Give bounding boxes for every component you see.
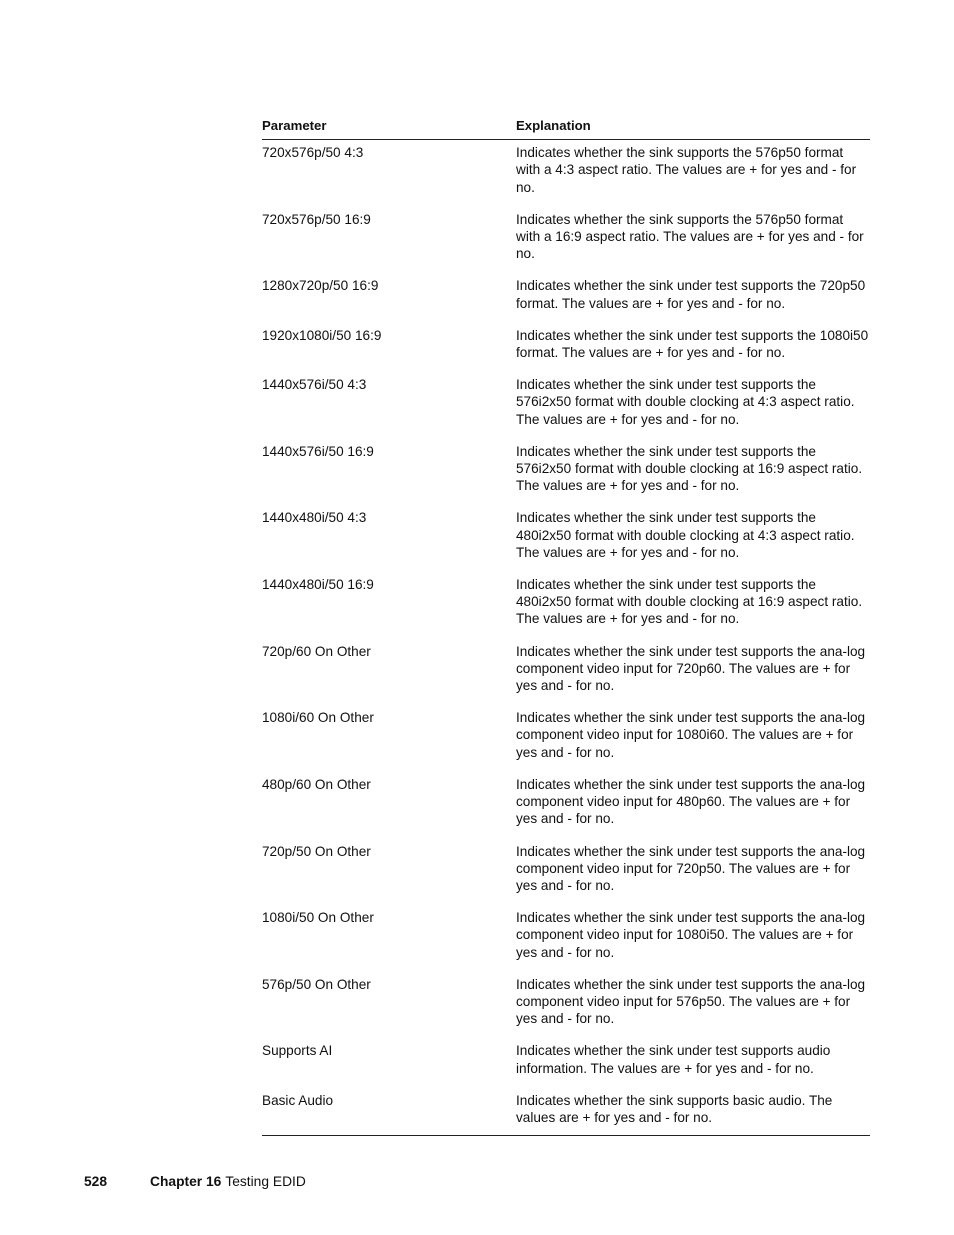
explanation-cell: Indicates whether the sink supports basic audio. The values are + for yes and - for no. — [516, 1087, 870, 1136]
parameter-cell: 720p/50 On Other — [262, 843, 371, 859]
table-row — [262, 140, 870, 206]
parameter-cell: Supports AI — [262, 1043, 333, 1059]
page-number: 528 — [84, 1174, 108, 1189]
explanation-column-header: Explanation — [516, 115, 870, 140]
parameter-cell: 1280x720p/50 16:9 — [262, 278, 379, 294]
explanation-cell: Indicates whether the sink under test supports the ana-log component video input for 720p60. The values are + for yes and - for no. — [516, 643, 866, 694]
explanation-cell: Indicates whether the sink under test supports the ana-log component video input for 720p50. The values are + for yes and - for no. — [516, 843, 866, 893]
table-row — [262, 971, 870, 1038]
parameter-cell: 720x576p/50 16:9 — [262, 211, 371, 227]
table-row — [262, 771, 870, 838]
parameter-column-header: Parameter — [262, 115, 516, 140]
chapter-label: Chapter 16 — [150, 1174, 222, 1189]
parameter-cell: 720p/60 On Other — [262, 643, 371, 659]
explanation-cell: Indicates whether the sink supports the 576p50 format with a 4:3 aspect ratio. The values are + for yes and - for no. — [516, 145, 857, 195]
table-row — [262, 571, 870, 638]
parameter-cell: 1920x1080i/50 16:9 — [262, 327, 382, 343]
parameter-cell: 1440x576i/50 4:3 — [262, 377, 367, 393]
table-row — [262, 371, 870, 438]
page-footer — [84, 1174, 306, 1189]
parameter-cell: 1080i/60 On Other — [262, 710, 374, 726]
explanation-cell: Indicates whether the sink under test supports the 480i2x50 format with double clocking at 4:3 aspect ratio. The values are + for yes and - for no. — [516, 510, 855, 560]
table-row — [262, 206, 870, 273]
explanation-cell: Indicates whether the sink under test supports the 720p50 format. The values are + for yes and - for no. — [516, 278, 866, 311]
table-row — [262, 704, 870, 771]
table-row — [262, 838, 870, 905]
table-row — [262, 322, 870, 371]
parameter-cell: 1080i/50 On Other — [262, 910, 374, 926]
table-row — [262, 638, 870, 705]
parameter-cell: 720x576p/50 4:3 — [262, 145, 364, 161]
explanation-cell: Indicates whether the sink under test supports audio information. The values are + for yes and - for no. — [516, 1043, 831, 1076]
explanation-cell: Indicates whether the sink under test supports the 576i2x50 format with double clocking at 16:9 aspect ratio. The values are + for yes and - for no. — [516, 443, 863, 494]
table-row — [262, 904, 870, 971]
parameter-table — [262, 115, 870, 1136]
chapter-title: Testing EDID — [225, 1174, 306, 1189]
parameter-cell: 480p/60 On Other — [262, 776, 371, 792]
table-row — [262, 504, 870, 571]
explanation-cell: Indicates whether the sink supports the 576p50 format with a 16:9 aspect ratio. The values are + for yes and - for no. — [516, 211, 864, 262]
table-row — [262, 1037, 870, 1086]
table-row — [262, 438, 870, 505]
explanation-cell: Indicates whether the sink under test supports the ana-log component video input for 576p50. The values are + for yes and - for no. — [516, 976, 866, 1027]
parameter-cell: Basic Audio — [262, 1087, 516, 1136]
explanation-cell: Indicates whether the sink under test supports the ana-log component video input for 1080i50. The values are + for yes and - for no. — [516, 910, 866, 960]
explanation-cell: Indicates whether the sink under test supports the ana-log component video input for 1080i60. The values are + for yes and - for no. — [516, 710, 866, 760]
parameter-cell: 1440x480i/50 4:3 — [262, 510, 367, 526]
parameter-cell: 1440x480i/50 16:9 — [262, 577, 374, 593]
parameter-cell: 576p/50 On Other — [262, 976, 371, 992]
table-header-row — [262, 115, 870, 140]
table-row — [262, 272, 870, 321]
table-row — [262, 1087, 870, 1136]
explanation-cell: Indicates whether the sink under test supports the 480i2x50 format with double clocking at 16:9 aspect ratio. The values are + for yes and - for no. — [516, 577, 863, 627]
explanation-cell: Indicates whether the sink under test supports the ana-log component video input for 480p60. The values are + for yes and - for no. — [516, 776, 866, 827]
explanation-cell: Indicates whether the sink under test supports the 576i2x50 format with double clocking at 4:3 aspect ratio. The values are + for yes and - for no. — [516, 377, 855, 427]
explanation-cell: Indicates whether the sink under test supports the 1080i50 format. The values are + for yes and - for no. — [516, 327, 869, 361]
parameter-cell: 1440x576i/50 16:9 — [262, 443, 374, 459]
